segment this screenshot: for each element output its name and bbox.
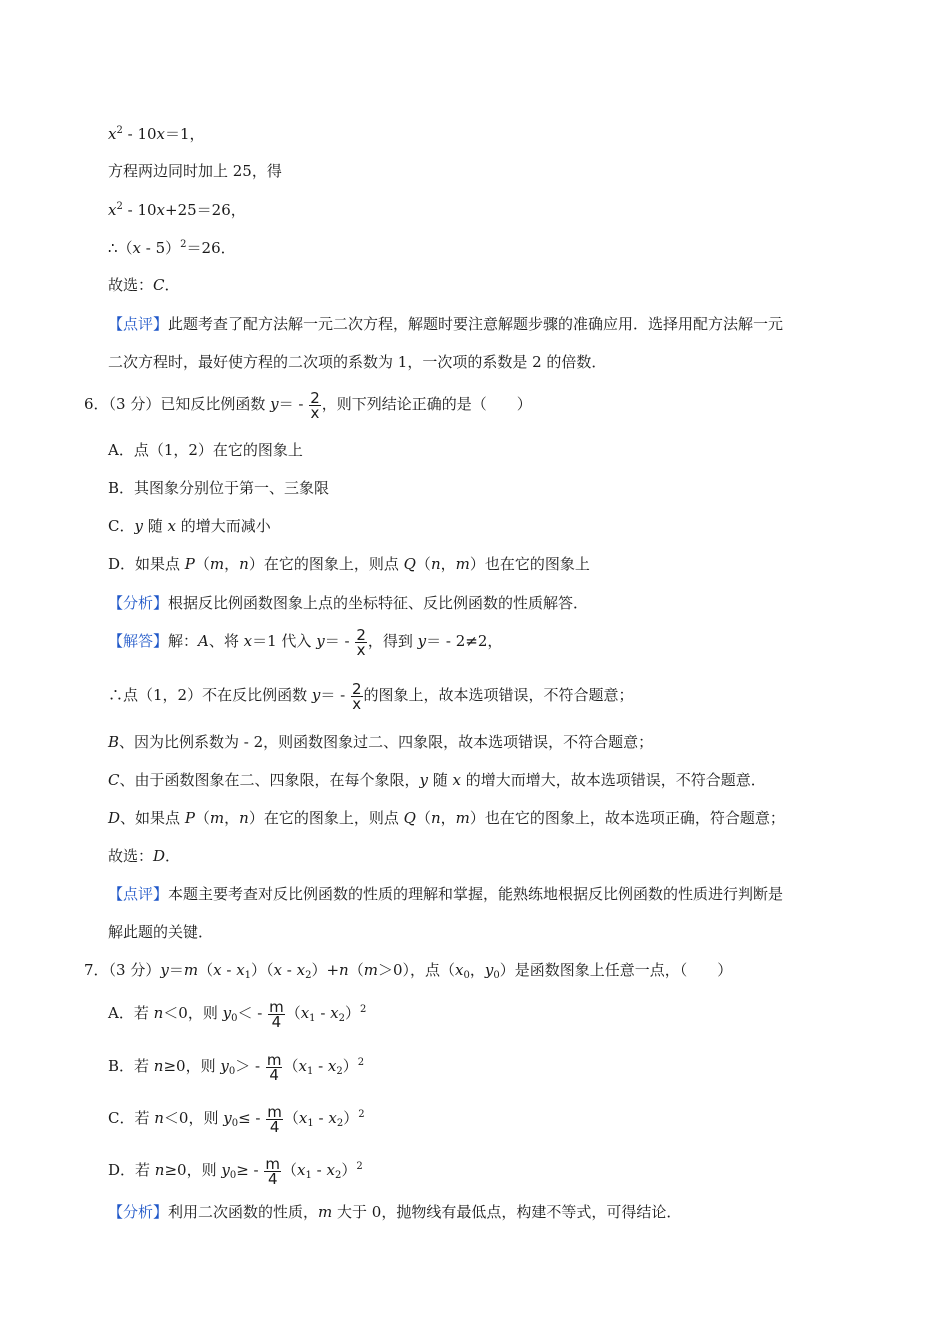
text: ， bbox=[440, 555, 456, 573]
text: ）+ bbox=[311, 961, 340, 979]
subscript: 0 bbox=[231, 1118, 239, 1129]
text: - 5） bbox=[141, 239, 181, 257]
var: y bbox=[222, 1004, 232, 1022]
solution-6-c bbox=[108, 770, 766, 790]
solution-6-line2 bbox=[108, 678, 634, 712]
text: ＜0，则 bbox=[163, 1109, 224, 1127]
text: ）也在它的图象上，故本选项正确，符合题意； bbox=[469, 809, 785, 827]
var: y bbox=[484, 961, 494, 979]
subscript: 0 bbox=[231, 1013, 238, 1024]
var: y bbox=[220, 1057, 229, 1075]
var: m bbox=[209, 809, 225, 827]
text: - 10 bbox=[122, 201, 157, 219]
text: 、将 bbox=[208, 632, 244, 650]
subscript: 0 bbox=[229, 1170, 237, 1181]
text: （ bbox=[415, 809, 431, 827]
var: x bbox=[213, 961, 222, 979]
subscript: 2 bbox=[334, 1170, 342, 1181]
var: y bbox=[160, 961, 169, 979]
var-x: x bbox=[243, 632, 253, 650]
text: 、由于函数图象在二、四象限，在每个象限， bbox=[119, 771, 420, 789]
fraction bbox=[355, 625, 367, 659]
subscript: 1 bbox=[306, 1066, 314, 1077]
denominator: 4 bbox=[271, 1012, 282, 1031]
var-x: x bbox=[108, 125, 117, 143]
denominator: x bbox=[352, 694, 362, 713]
var-y: y bbox=[134, 517, 143, 535]
text: （ bbox=[348, 961, 364, 979]
solution-6-line1 bbox=[108, 624, 502, 658]
var-y: y bbox=[311, 686, 321, 704]
analysis-6 bbox=[108, 593, 588, 613]
eq-line-3 bbox=[108, 200, 246, 220]
text: ＝ - bbox=[278, 395, 309, 413]
subscript: 1 bbox=[305, 1170, 312, 1181]
text: - bbox=[311, 1161, 327, 1179]
fraction bbox=[268, 997, 285, 1031]
answer-letter: D bbox=[153, 847, 166, 865]
text: ≥0，则 bbox=[163, 1057, 221, 1075]
exp: 2 bbox=[356, 1161, 363, 1172]
text: ＝ - 2≠2， bbox=[426, 632, 503, 650]
numerator: m bbox=[269, 997, 284, 1016]
question-6 bbox=[84, 388, 532, 420]
var-y: y bbox=[417, 632, 427, 650]
text: ） bbox=[342, 1057, 358, 1075]
option-7c bbox=[108, 1101, 365, 1135]
text: C．若 bbox=[108, 1109, 155, 1127]
subscript: 0 bbox=[493, 970, 500, 981]
text: 7．（3 分） bbox=[84, 961, 161, 979]
text: 本题主要考查对反比例函数的性质的理解和掌握，能熟练地根据反比例函数的性质进行判断是 bbox=[168, 885, 784, 903]
text: 大于 0，抛物线有最低点，构建不等式，可得结论． bbox=[332, 1203, 682, 1221]
text: 、因为比例系数为 - 2，则函数图象过二、四象限，故本选项错误，不符合题意； bbox=[119, 733, 654, 751]
subscript: 2 bbox=[336, 1118, 344, 1129]
text: ＝26． bbox=[186, 239, 236, 257]
text: ）在它的图象上，则点 bbox=[248, 555, 404, 573]
text: （ bbox=[285, 1004, 301, 1022]
var: x bbox=[328, 1109, 337, 1127]
text: ）在它的图象上，则点 bbox=[248, 809, 404, 827]
var: y bbox=[223, 1109, 232, 1127]
text: ＜0，则 bbox=[163, 1004, 223, 1022]
text: D．如果点 bbox=[108, 555, 185, 573]
subscript: 1 bbox=[244, 970, 252, 981]
exp: 2 bbox=[116, 201, 123, 212]
text: ＝ - bbox=[324, 632, 355, 650]
numerator: m bbox=[265, 1154, 281, 1173]
text: ，则下列结论正确的是（ ） bbox=[321, 395, 532, 413]
text: ≥ - bbox=[236, 1161, 264, 1179]
subscript: 1 bbox=[309, 1013, 316, 1024]
solution-tag: 【解答】 bbox=[108, 632, 169, 650]
var: m bbox=[209, 555, 225, 573]
text: - bbox=[282, 961, 297, 979]
subscript: 2 bbox=[336, 1066, 343, 1077]
analysis-7 bbox=[108, 1202, 681, 1222]
var: n bbox=[153, 1004, 164, 1022]
var: A bbox=[198, 632, 209, 650]
exp: 2 bbox=[180, 239, 187, 250]
text: ∴（ bbox=[108, 239, 133, 257]
text: 利用二次函数的性质， bbox=[168, 1203, 319, 1221]
exp: 2 bbox=[116, 125, 123, 136]
option-7b bbox=[108, 1049, 364, 1083]
var: n bbox=[154, 1161, 165, 1179]
option-6b: B．其图象分别位于第一、三象限 bbox=[108, 479, 330, 497]
var-x: x bbox=[132, 239, 142, 257]
var: n bbox=[154, 1109, 164, 1127]
denominator: x bbox=[356, 640, 366, 659]
denominator: 4 bbox=[269, 1065, 279, 1084]
text: - bbox=[221, 961, 237, 979]
analysis-tag: 【分析】 bbox=[108, 1203, 169, 1221]
text: C． bbox=[108, 517, 135, 535]
text: ）是函数图象上任意一点，（ ） bbox=[499, 961, 733, 979]
exp: 2 bbox=[358, 1109, 365, 1120]
subscript: 0 bbox=[228, 1066, 236, 1077]
fraction bbox=[264, 1154, 281, 1188]
text: ）（ bbox=[251, 961, 274, 979]
denominator: 4 bbox=[267, 1169, 278, 1188]
answer-line-5 bbox=[108, 275, 180, 295]
var: n bbox=[153, 1057, 164, 1075]
option-6a: A．点（1，2）在它的图象上 bbox=[108, 441, 303, 459]
fraction bbox=[266, 1050, 283, 1084]
var: n bbox=[339, 961, 349, 979]
var: x bbox=[330, 1004, 339, 1022]
text: ） bbox=[345, 1004, 361, 1022]
text: 6．（3 分）已知反比例函数 bbox=[84, 395, 271, 413]
text: ） bbox=[343, 1109, 359, 1127]
numerator: m bbox=[267, 1102, 282, 1121]
var: D bbox=[108, 809, 121, 827]
numerator: m bbox=[266, 1050, 282, 1069]
text: ， bbox=[224, 809, 240, 827]
numerator: 2 bbox=[351, 679, 362, 698]
text: ． bbox=[165, 847, 181, 865]
text: ＝1， bbox=[165, 125, 205, 143]
analysis-tag: 【分析】 bbox=[108, 594, 169, 612]
var: P bbox=[184, 809, 195, 827]
text: 、如果点 bbox=[120, 809, 185, 827]
text: D．若 bbox=[108, 1161, 155, 1179]
var: n bbox=[239, 809, 249, 827]
var-y: y bbox=[316, 632, 325, 650]
var: x bbox=[298, 1057, 307, 1075]
var: n bbox=[239, 555, 249, 573]
text: ∴点（1，2）不在反比例函数 bbox=[108, 686, 312, 704]
var: m bbox=[318, 1203, 333, 1221]
solution-6-b bbox=[108, 732, 653, 752]
answer-letter: C bbox=[153, 276, 165, 294]
var: m bbox=[455, 555, 470, 573]
var: x bbox=[327, 1057, 337, 1075]
solution-6-d bbox=[108, 808, 785, 828]
eq-line-1 bbox=[108, 124, 205, 144]
var: P bbox=[184, 555, 195, 573]
text: ＜ - bbox=[237, 1004, 268, 1022]
var: n bbox=[430, 555, 441, 573]
exp: 2 bbox=[360, 1004, 367, 1015]
text: （ bbox=[194, 555, 210, 573]
var: x bbox=[297, 1161, 306, 1179]
subscript: 2 bbox=[305, 970, 312, 981]
eq-line-4 bbox=[108, 238, 236, 258]
text: ， bbox=[224, 555, 240, 573]
var: y bbox=[221, 1161, 230, 1179]
text: 故选： bbox=[108, 276, 154, 294]
text: - bbox=[313, 1109, 329, 1127]
var: B bbox=[108, 733, 120, 751]
eq-line-2: 方程两边同时加上 25，得 bbox=[108, 162, 282, 180]
var: x bbox=[296, 961, 306, 979]
text: （ bbox=[282, 1161, 298, 1179]
text: ≤ - bbox=[238, 1109, 266, 1127]
text: 解： bbox=[168, 632, 199, 650]
var: x bbox=[326, 1161, 335, 1179]
text: 随 bbox=[142, 517, 168, 535]
text: ＞0），点（ bbox=[377, 961, 456, 979]
var-x: x bbox=[167, 517, 176, 535]
text: - 10 bbox=[122, 125, 157, 143]
review-6-line2: 解此题的关键． bbox=[108, 923, 214, 941]
text: 随 bbox=[427, 771, 453, 789]
answer-6 bbox=[108, 846, 180, 866]
var-x: x bbox=[452, 771, 461, 789]
text: A．若 bbox=[108, 1004, 154, 1022]
var: C bbox=[108, 771, 120, 789]
var-x: x bbox=[108, 201, 117, 219]
numerator: 2 bbox=[310, 388, 320, 407]
var: x bbox=[300, 1004, 310, 1022]
text: ＝1 代入 bbox=[252, 632, 317, 650]
text: - bbox=[313, 1057, 328, 1075]
text: ） bbox=[341, 1161, 357, 1179]
text: B．若 bbox=[108, 1057, 154, 1075]
text: ． bbox=[164, 276, 180, 294]
text: 的图象上，故本选项错误，不符合题意； bbox=[363, 686, 634, 704]
option-6d bbox=[108, 554, 590, 574]
subscript: 0 bbox=[463, 970, 470, 981]
var-y: y bbox=[270, 395, 279, 413]
var-y: y bbox=[419, 771, 428, 789]
option-7a bbox=[108, 996, 366, 1030]
text: （ bbox=[194, 809, 210, 827]
var: m bbox=[183, 961, 199, 979]
var: x bbox=[298, 1109, 308, 1127]
review-5-line1 bbox=[108, 314, 783, 334]
var: x bbox=[455, 961, 464, 979]
text: ，得到 bbox=[367, 632, 418, 650]
text: ＝ - bbox=[320, 686, 350, 704]
text: ＞ - bbox=[235, 1057, 265, 1075]
text: ， bbox=[440, 809, 456, 827]
fraction bbox=[351, 679, 363, 713]
text: +25＝26， bbox=[165, 201, 246, 219]
review-6-line1 bbox=[108, 884, 783, 904]
var: x bbox=[273, 961, 283, 979]
text: 此题考查了配方法解一元二次方程，解题时要注意解题步骤的准确应用．选择用配方法解一元 bbox=[168, 315, 784, 333]
exp: 2 bbox=[357, 1057, 365, 1068]
text: - bbox=[315, 1004, 331, 1022]
var: m bbox=[363, 961, 378, 979]
text: （ bbox=[283, 1109, 299, 1127]
var-x: x bbox=[156, 125, 166, 143]
subscript: 1 bbox=[307, 1118, 314, 1129]
option-6c bbox=[108, 516, 271, 536]
var: Q bbox=[403, 809, 416, 827]
text: ≥0，则 bbox=[164, 1161, 222, 1179]
var: x bbox=[236, 961, 245, 979]
review-5-line2: 二次方程时，最好使方程的二次项的系数为 1，一次项的系数是 2 的倍数． bbox=[108, 353, 607, 371]
text: （ bbox=[198, 961, 214, 979]
text: ）也在它的图象上 bbox=[469, 555, 590, 573]
denominator: x bbox=[310, 403, 320, 422]
text: 的增大而减小 bbox=[175, 517, 271, 535]
fraction bbox=[309, 388, 321, 422]
text: ＝ bbox=[168, 961, 184, 979]
text: 根据反比例函数图象上点的坐标特征、反比例函数的性质解答． bbox=[168, 594, 589, 612]
text: ， bbox=[469, 961, 485, 979]
fraction bbox=[266, 1102, 283, 1136]
review-tag: 【点评】 bbox=[108, 315, 169, 333]
var-x: x bbox=[156, 201, 166, 219]
text: （ bbox=[283, 1057, 299, 1075]
var: m bbox=[455, 809, 470, 827]
text: 的增大而增大，故本选项错误，不符合题意． bbox=[461, 771, 766, 789]
review-tag: 【点评】 bbox=[108, 885, 169, 903]
denominator: 4 bbox=[269, 1117, 280, 1136]
option-7d bbox=[108, 1153, 363, 1187]
numerator: 2 bbox=[356, 625, 366, 644]
var: Q bbox=[403, 555, 416, 573]
text: 故选： bbox=[108, 847, 154, 865]
question-7 bbox=[84, 960, 732, 980]
var: n bbox=[430, 809, 441, 827]
text: （ bbox=[415, 555, 431, 573]
subscript: 2 bbox=[338, 1013, 345, 1024]
